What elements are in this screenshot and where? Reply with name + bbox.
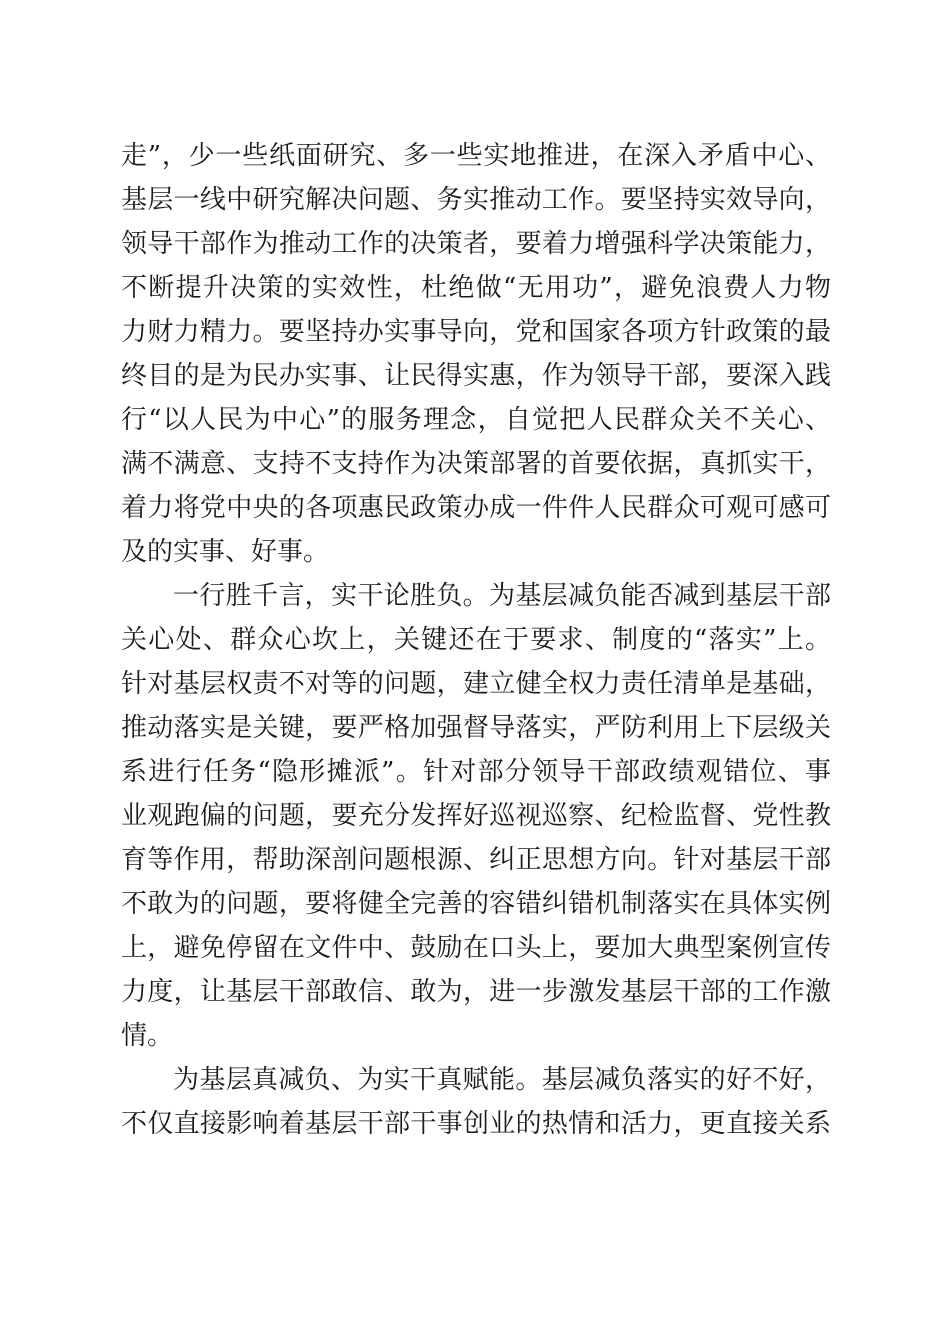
text-line: 上，避免停留在文件中、鼓励在口头上，要加大典型案例宣传 — [121, 933, 831, 963]
text-line: 行“以人民为中心”的服务理念，自觉把人民群众关不关心、 — [121, 405, 831, 435]
text-line: 力度，让基层干部敢信、敢为，进一步激发基层干部的工作激 — [121, 977, 831, 1007]
paragraph-first-line: 一行胜千言，实干论胜负。为基层减负能否减到基层干部 — [173, 581, 831, 611]
paragraph-first-line: 为基层真减负、为实干真赋能。基层减负落实的好不好， — [173, 1065, 831, 1095]
text-line: 及的实事、好事。 — [121, 537, 330, 567]
text-line: 关心处、群众心坎上，关键还在于要求、制度的“落实”上。 — [121, 625, 831, 655]
text-line: 着力将党中央的各项惠民政策办成一件件人民群众可观可感可 — [121, 493, 831, 523]
text-line: 育等作用，帮助深剖问题根源、纠正思想方向。针对基层干部 — [121, 845, 831, 875]
text-line: 业观跑偏的问题，要充分发挥好巡视巡察、纪检监督、党性教 — [121, 801, 831, 831]
text-line: 基层一线中研究解决问题、务实推动工作。要坚持实效导向， — [121, 185, 831, 215]
text-line: 情。 — [121, 1021, 174, 1051]
text-line: 领导干部作为推动工作的决策者，要着力增强科学决策能力， — [121, 229, 831, 259]
text-line: 不断提升决策的实效性，杜绝做“无用功”，避免浪费人力物 — [121, 273, 831, 303]
text-line: 针对基层权责不对等的问题，建立健全权力责任清单是基础， — [121, 669, 831, 699]
text-line: 系进行任务“隐形摊派”。针对部分领导干部政绩观错位、事 — [121, 757, 831, 787]
body-text — [121, 134, 831, 1146]
text-line: 推动落实是关键，要严格加强督导落实，严防利用上下层级关 — [121, 713, 831, 743]
text-line: 力财力精力。要坚持办实事导向，党和国家各项方针政策的最 — [121, 317, 831, 347]
text-line: 走”，少一些纸面研究、多一些实地推进，在深入矛盾中心、 — [121, 141, 831, 171]
text-line: 不仅直接影响着基层干部干事创业的热情和活力，更直接关系 — [121, 1109, 831, 1139]
text-line: 不敢为的问题，要将健全完善的容错纠错机制落实在具体实例 — [121, 889, 831, 919]
text-line: 终目的是为民办实事、让民得实惠，作为领导干部，要深入践 — [121, 361, 831, 391]
text-line: 满不满意、支持不支持作为决策部署的首要依据，真抓实干， — [121, 449, 831, 479]
